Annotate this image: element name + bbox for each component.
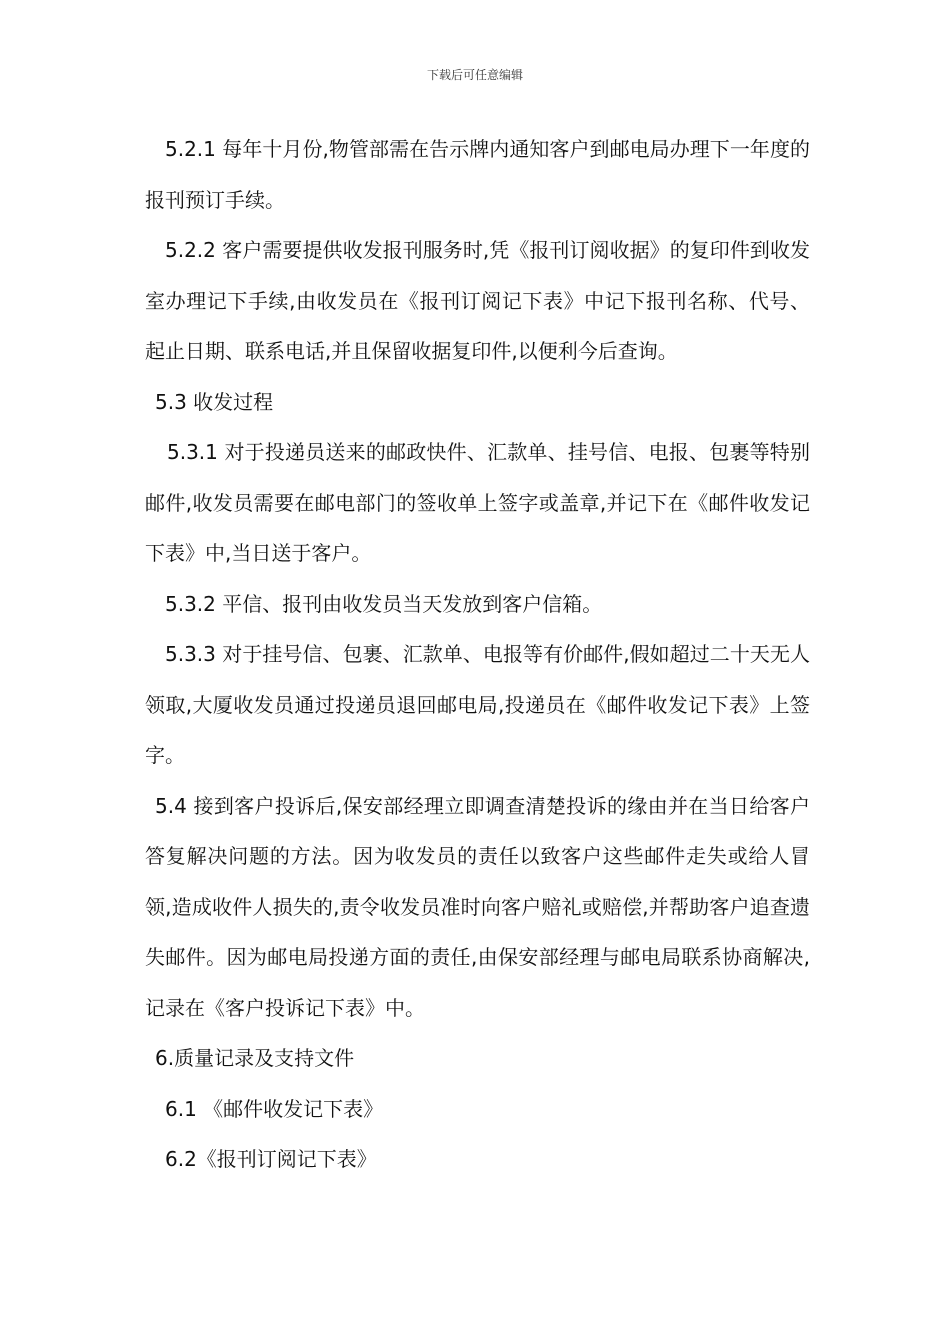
paragraph-5-2-1: 5.2.1 每年十月份,物管部需在告示牌内通知客户到邮电局办理下一年度的报刊预订手续。 [145, 137, 810, 212]
section-heading-5-3: 5.3 收发过程 [155, 389, 274, 414]
section-heading-6: 6.质量记录及支持文件 [155, 1046, 355, 1070]
header-note: 下载后可任意编辑 [426, 68, 523, 82]
list-item-6-2: 6.2《报刊订阅记下表》 [165, 1147, 377, 1171]
paragraph-5-3-3: 5.3.3 对于挂号信、包裹、汇款单、电报等有价邮件,假如超过二十天无人领取,大厦收发员通过投递员退回邮电局,投递员在《邮件收发记下表》上签字。 [145, 642, 810, 767]
paragraph-5-2-2: 5.2.2 客户需要提供收发报刊服务时,凭《报刊订阅收据》的复印件到收发室办理记下手续,由收发员在《报刊订阅记下表》中记下报刊名称、代号、起止日期、联系电话,并且保留收据复印件,以便利今后查询。 [145, 238, 810, 363]
paragraph-5-3-1: 5.3.1 对于投递员送来的邮政快件、汇款单、挂号信、电报、包裹等特别邮件,收发员需要在邮电部门的签收单上签字或盖章,并记下在《邮件收发记下表》中,当日送于客户。 [145, 440, 810, 565]
paragraph-5-4: 5.4 接到客户投诉后,保安部经理立即调查清楚投诉的缘由并在当日给客户答复解决问题的方法。因为收发员的责任以致客户这些邮件走失或给人冒领,造成收件人损失的,责令收发员准时向客户赔礼或赔偿,并帮助客户追查遗失邮件。因为邮电局投递方面的责任,由保安部经理与邮电局联系协商解决,记录在《客户投诉记下表》中。 [145, 793, 810, 1020]
document-body [145, 124, 810, 1185]
list-item-6-1: 6.1 《邮件收发记下表》 [165, 1096, 384, 1121]
paragraph-5-3-2: 5.3.2 平信、报刊由收发员当天发放到客户信箱。 [165, 591, 603, 616]
